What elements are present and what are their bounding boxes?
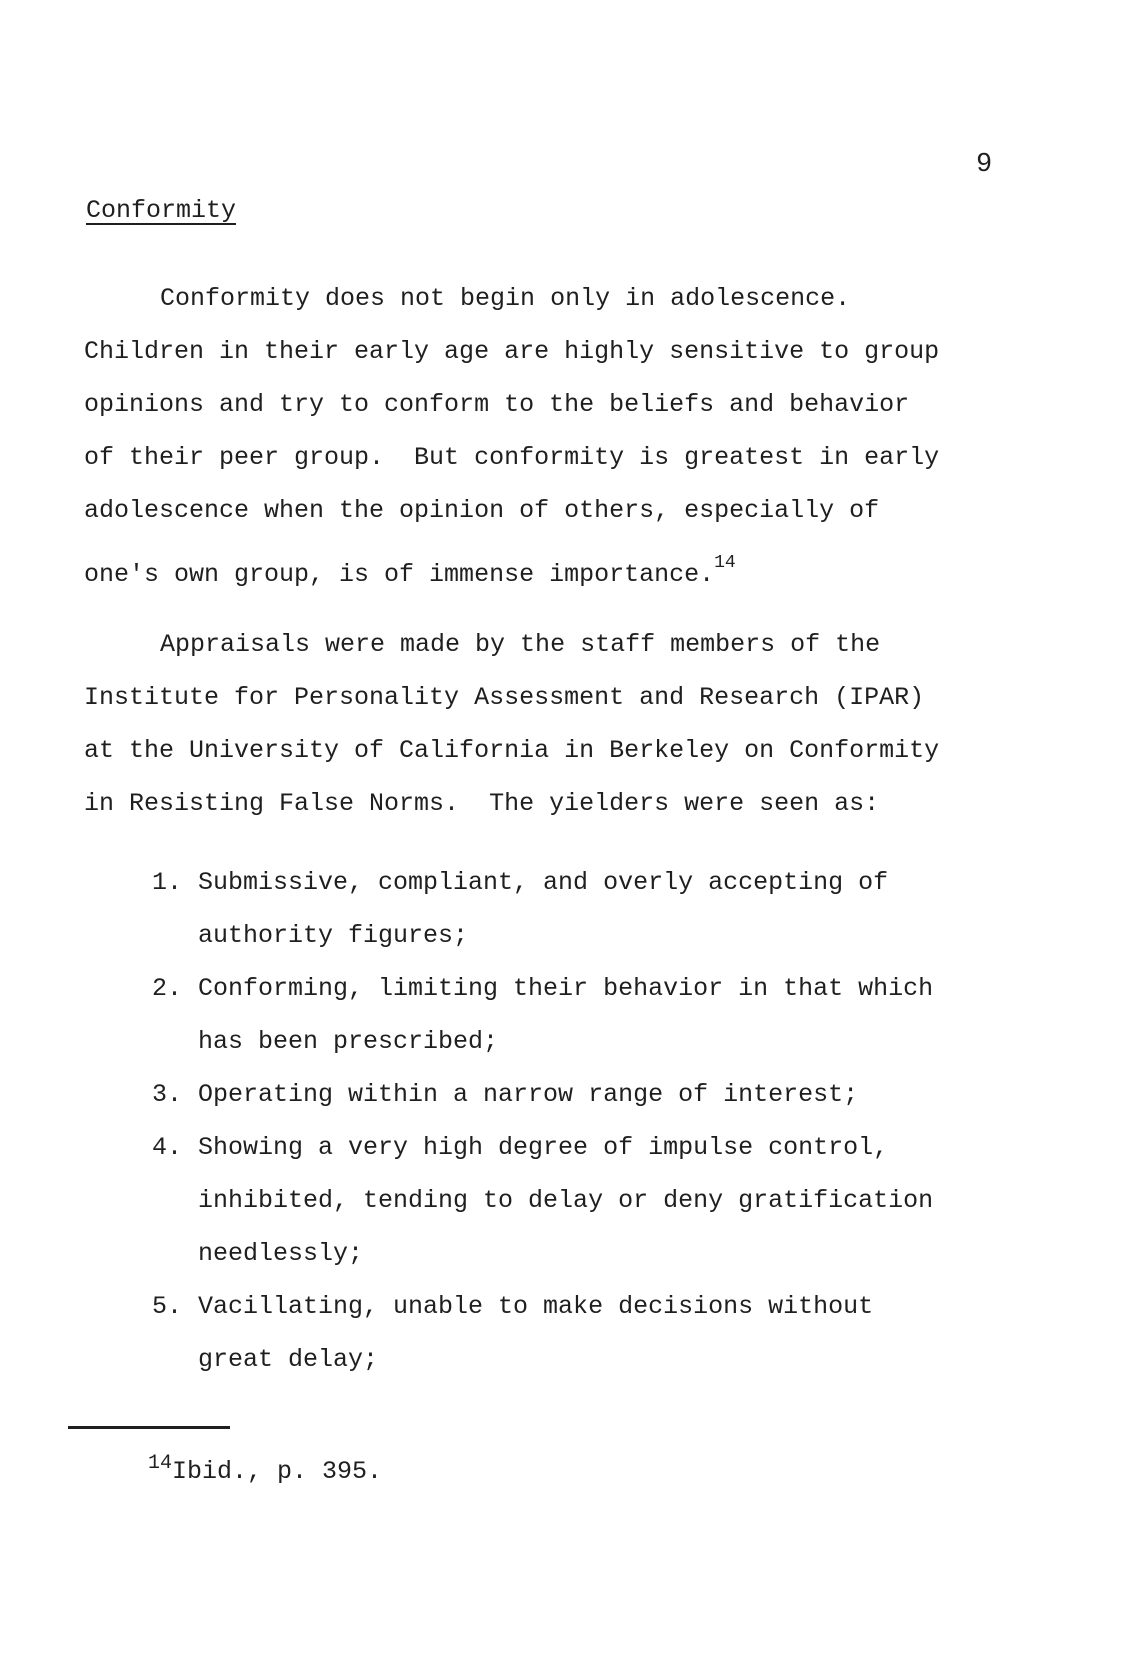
list-item-number: 2. — [152, 974, 183, 1003]
list-item-text: Conforming, limiting their behavior in that which — [198, 974, 934, 1003]
list-item-text: inhibited, tending to delay or deny gratification — [198, 1186, 934, 1215]
list-item-text: Vacillating, unable to make decisions without — [198, 1292, 874, 1321]
section-heading: Conformity — [86, 196, 237, 225]
footnote-mark: 14 — [148, 1452, 173, 1475]
paragraph-conformity-intro — [84, 272, 1024, 601]
paragraph-line: Conformity does not begin only in adolescence. — [160, 284, 851, 313]
paragraph-line: at the University of California in Berkeley on Conformity — [84, 736, 940, 765]
list-item-number: 3. — [152, 1080, 183, 1109]
list-item-text: Submissive, compliant, and overly accepting of — [198, 868, 889, 897]
list-item-text: Operating within a narrow range of interest; — [198, 1080, 859, 1109]
list-item-text: great delay; — [198, 1345, 379, 1374]
list-item-text: Showing a very high degree of impulse control, — [198, 1133, 889, 1162]
footnote — [148, 1452, 382, 1486]
paragraph-line: Institute for Personality Assessment and Research (IPAR) — [84, 683, 925, 712]
paragraph-line: Appraisals were made by the staff members of the — [160, 630, 881, 659]
paragraph-appraisals — [84, 618, 1024, 830]
footnote-reference: 14 — [714, 553, 736, 573]
paragraph-line: opinions and try to conform to the beliefs and behavior — [84, 390, 910, 419]
paragraph-line-text: one's own group, is of immense importance. — [84, 560, 715, 589]
list-item-text: has been prescribed; — [198, 1027, 499, 1056]
list-item-number: 4. — [152, 1133, 183, 1162]
paragraph-line: adolescence when the opinion of others, especially of — [84, 496, 880, 525]
paragraph-line: of their peer group. But conformity is greatest in early — [84, 443, 940, 472]
list-item-text: authority figures; — [198, 921, 469, 950]
list-item-text: needlessly; — [198, 1239, 364, 1268]
list-item-number: 5. — [152, 1292, 183, 1321]
paragraph-line: Children in their early age are highly sensitive to group — [84, 337, 940, 366]
list-item — [152, 1068, 1032, 1121]
footnote-text: Ibid., p. 395. — [172, 1457, 383, 1486]
list-item — [152, 1121, 1032, 1280]
page-number: 9 — [976, 150, 993, 180]
paragraph-line: in Resisting False Norms. The yielders were seen as: — [84, 789, 880, 818]
list-item — [152, 962, 1032, 1068]
list-item — [152, 1280, 1032, 1386]
list-item — [152, 856, 1032, 962]
yielders-traits-list — [152, 856, 1032, 1386]
paragraph-line-last — [84, 537, 1024, 601]
list-item-number: 1. — [152, 868, 183, 897]
footnote-divider — [68, 1426, 230, 1429]
